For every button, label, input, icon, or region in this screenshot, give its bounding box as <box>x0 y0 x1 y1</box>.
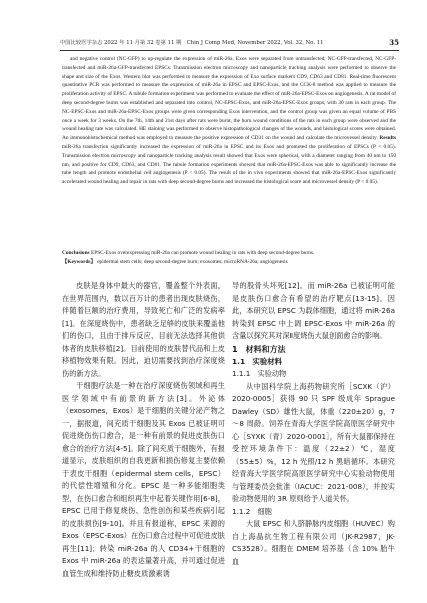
header-rule <box>60 50 399 51</box>
keywords-text: epidermal stem cells; deep second-degree burn; exosomes; microRNA-26a; angiogenesis <box>97 259 288 265</box>
subsubsection-heading-cells: 1.1.2 细胞 <box>232 506 272 516</box>
keywords-label: 【Keywords】 <box>62 259 96 265</box>
results-label: Results <box>379 135 396 142</box>
abstract-results-text: miR-26a transfection significantly increased the expression of miR-26a in EPSC and its Exos and promoted the proliferation of EPSCs (P < 0.05). Transmission electron microscopy and nanoparticle tracking analysis result showed that Exos were spherical, with a diameter ranging from 40 nm to 150 nm, and positive for CD9, CD63, and CD81. The tubule formation experiments showed that miR-26a-EPSC-Exos was able to significantly increase the tube length and promote endothelial cell angiogenesis (P < 0.05). The result of the in vivo experiments showed that miR-26a-EPSC-Exos significantly accelerated wound healing and repair in rats with deep second-degree burns and increased the histological score and microvessel density (P < 0.05). <box>62 143 396 186</box>
abstract-keywords <box>62 258 396 268</box>
section-heading-materials-methods: 1 材料和方法 <box>232 344 286 354</box>
running-header <box>60 37 399 49</box>
intro-paragraph-continued: 导的股骨头坏死[12]。而 miR-26a 已被证明可能是皮肤伤口愈合有希望的治疗靶点[13-15]。因此，本研究以 EPSC 为载体细胞，通过将 miR-26a 转染到 EPSC 中上调 EPSC-Exos 中 miR-26a 的含量以探究其对深Ⅱ度烧伤大鼠创面愈合的影响。 <box>232 281 395 340</box>
animals-paragraph: 从中国科学院上海药物研究所［SCXK（沪）2020-0005］获得 90 只 SPF 级成年 Sprague Dawley（SD）雄性大鼠，体重（220±20）g，7～8 周龄。饲养在青海大学医学院高原医学研究中心［SYXK（青）2020-0001］，所有大鼠都保持在受控环境条件下：温度（22±2）℃，湿度（55±5）%，12 h 光照/12 h 黑暗循环。本研究经青海大学医学院高原医学研究中心实验动物使用与管理委员会批准（IACUC：2021-008），并按实验动物使用的 3R 原则给予人道关怀。 <box>232 381 395 503</box>
intro-paragraph-2: 干细胞疗法是一种在治疗深度烧伤领域和再生医学领域中有前景的新方法[3]。外泌体（exosomes，Exos）是干细胞的关键分泌产物之一，据报道，间充质干细胞及其 Exos 已被证明可促进烧伤伤口愈合，是一种有前景的促进皮肤伤口愈合的治疗方法[4-5]。除了间充质干细胞外，有报道显示，皮肤组织的自我更新和损伤修复主要依赖于表皮干细胞（epidermal stem cells，EPSC）的代偿性增殖和分化。EPSC 是一种多能细胞类型，在伤口愈合和组织再生中起着关键作用[6-8]，EPSC 已用于修复烧伤、急性创伤和某些疾病引起的皮肤损伤[9-10]。并且有报道称，EPSC 来源的 Exos（EPSC-Exos）在伤口愈合过程中可促进皮肤再生[11]；转染 miR-26a 的人 CD34+干细胞的 Exos 中 miR-26a 的表达量著升高，并可通过促进血管生成和维持防止糖皮质激素诱 <box>62 381 225 578</box>
journal-running-title: 中国比较医学杂志 2022 年 11 月第 32 卷第 11 期 Chin J Comp Med, November 2022, Vol. 32, No. 11 <box>60 40 324 46</box>
conclusions-label: Conclusions <box>62 250 90 256</box>
body-column-left <box>62 280 225 580</box>
subsection-heading-materials: 1.1 实验材料 <box>232 356 283 366</box>
body-column-right <box>232 280 395 580</box>
subsubsection-heading-animals: 1.1.1 实验动物 <box>232 369 287 378</box>
intro-paragraph-1: 皮肤是身体中最大的器官，覆盖整个外表面，在世界范围内，数以百万计的患者出现皮肤烧伤，伴随着巨额的治疗费用，导致死亡和广泛的发病率[1]。在深度烧伤中，患者缺乏足够的皮肤来覆盖他们的伤口，且由于排斥反应，目前无法选择其他供体者的皮肤移植[2]。目前使用的皮肤替代品和上皮移植物效果有限。因此，迫切需要找到治疗深度烧伤的新方法。 <box>62 281 225 378</box>
cells-paragraph: 大鼠 EPSC 和人脐静脉内皮细胞（HUVEC）购自上海晶抗生物工程有限公司（JK-R2987，JK-CS3528）。细胞在 DMEM 培养基（含 10% 胎牛血 <box>232 519 395 566</box>
abstract-conclusions-text: EPSC-Exos overexpressing miR-26a can promote wound healing in rats with deep second-degree burns. <box>90 250 315 256</box>
page-number: 35 <box>389 38 399 47</box>
abstract-methods-text: and negative control (NC-GFP) to up-regulate the expression of miR-26a. Exos were separated from untransfected, NC-GFP-transfected, NC-GFP-transfected and miR-26a-GFP-transfected EPSCs. Transmission electron microscopy and nanoparticle tracking analysis were performed to observe the shape and size of the Exos. Western blot was performed to measure the expression of Exo surface markers CD9, CD63 and CD81. Real-time fluorescent quantitative PCR was performed to measure the expression of miR-26a in EPSC and EPSC-Exos, and the CCK-8 method was applied to measure the proliferation activity of EPSC. A tubule formation experiment was performed to evaluate the effect of miR-26a-EPSC-Exos on angiogenesis. A rat model of deep second-degree burns was established and separated into control, NC-EPSC-Exos, and miR-26a-EPSC-Exos groups, with 30 rats in each group. The NC-EPSC-Exos and miR-26a-EPSC-Exos groups were given corresponding Exos intervention, and the control group was given an equal volume of PBS once a week for 3 weeks. On the 7th, 14th and 21st days after rats were burnt, the burn wound conditions of the rats in each group were observed and the wound healing rate was calculated. HE staining was performed to observe histopathological changes of the wounds, and histological scores were obtained. An immunohistochemical method was employed to measure the positive expression of CD31 on the wound and calculate the microvessel density. <box>62 56 396 142</box>
english-abstract <box>62 55 396 261</box>
